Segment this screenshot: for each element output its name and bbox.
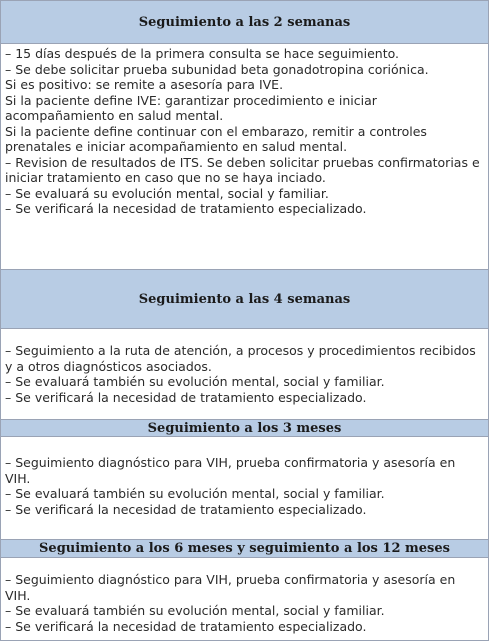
list-item: – Seguimiento a la ruta de atención, a procesos y procedimientos recibidos y a otros diagnósticos asociados. bbox=[5, 343, 476, 374]
list-item: Si la paciente define continuar con el embarazo, remitir a controles prenatales e iniciar acompañamiento en salud mental. bbox=[5, 123, 427, 154]
section-header-2-weeks bbox=[1, 1, 488, 44]
list-item: – 15 días después de la primera consulta se hace seguimiento. bbox=[5, 46, 399, 61]
section-body-4-weeks bbox=[1, 329, 488, 419]
list-item: – Se verificará la necesidad de tratamiento especializado. bbox=[5, 501, 367, 517]
section-body-2-weeks bbox=[1, 45, 488, 269]
list-item: – Se evaluará también su evolución mental, social y familiar. bbox=[5, 374, 385, 389]
list-item: – Se verificará la necesidad de tratamiento especializado. bbox=[5, 201, 367, 216]
list-item: – Se evaluará también su evolución mental, social y familiar. bbox=[5, 486, 385, 501]
list-item: – Revision de resultados de ITS. Se deben solicitar pruebas confirmatorias e iniciar tratamiento en caso que no se haya inciado. bbox=[5, 154, 480, 185]
list-item: – Se verificará la necesidad de tratamiento especializado. bbox=[5, 618, 367, 634]
section-header-3-months bbox=[1, 419, 488, 437]
section-body-3-months bbox=[1, 437, 488, 539]
section-title: Seguimiento a las 4 semanas bbox=[138, 291, 351, 307]
list-item: Si es positivo: se remite a asesoría para IVE. bbox=[5, 77, 284, 92]
list-item: – Se evaluará también su evolución mental, social y familiar. bbox=[5, 603, 385, 618]
list-item: – Se verificará la necesidad de tratamiento especializado. bbox=[5, 389, 367, 405]
section-title: Seguimiento a los 6 meses y seguimiento a los 12 meses bbox=[39, 541, 450, 556]
list-item: – Se debe solicitar prueba subunidad beta gonadotropina coriónica. bbox=[5, 61, 429, 77]
list-item: – Seguimiento diagnóstico para VIH, prueba confirmatoria y asesoría en VIH. bbox=[5, 572, 456, 603]
section-title: Seguimiento a las 2 semanas bbox=[138, 14, 351, 30]
list-item: – Seguimiento diagnóstico para VIH, prueba confirmatoria y asesoría en VIH. bbox=[5, 455, 456, 486]
section-header-6-12-months bbox=[1, 539, 488, 558]
section-body-6-12-months bbox=[1, 558, 488, 640]
list-item: Si la paciente define IVE: garantizar procedimiento e iniciar acompañamiento en salud mental. bbox=[5, 92, 377, 123]
section-title: Seguimiento a los 3 meses bbox=[147, 420, 342, 436]
list-item: – Se evaluará su evolución mental, social y familiar. bbox=[5, 185, 329, 201]
section-header-4-weeks bbox=[1, 269, 488, 329]
